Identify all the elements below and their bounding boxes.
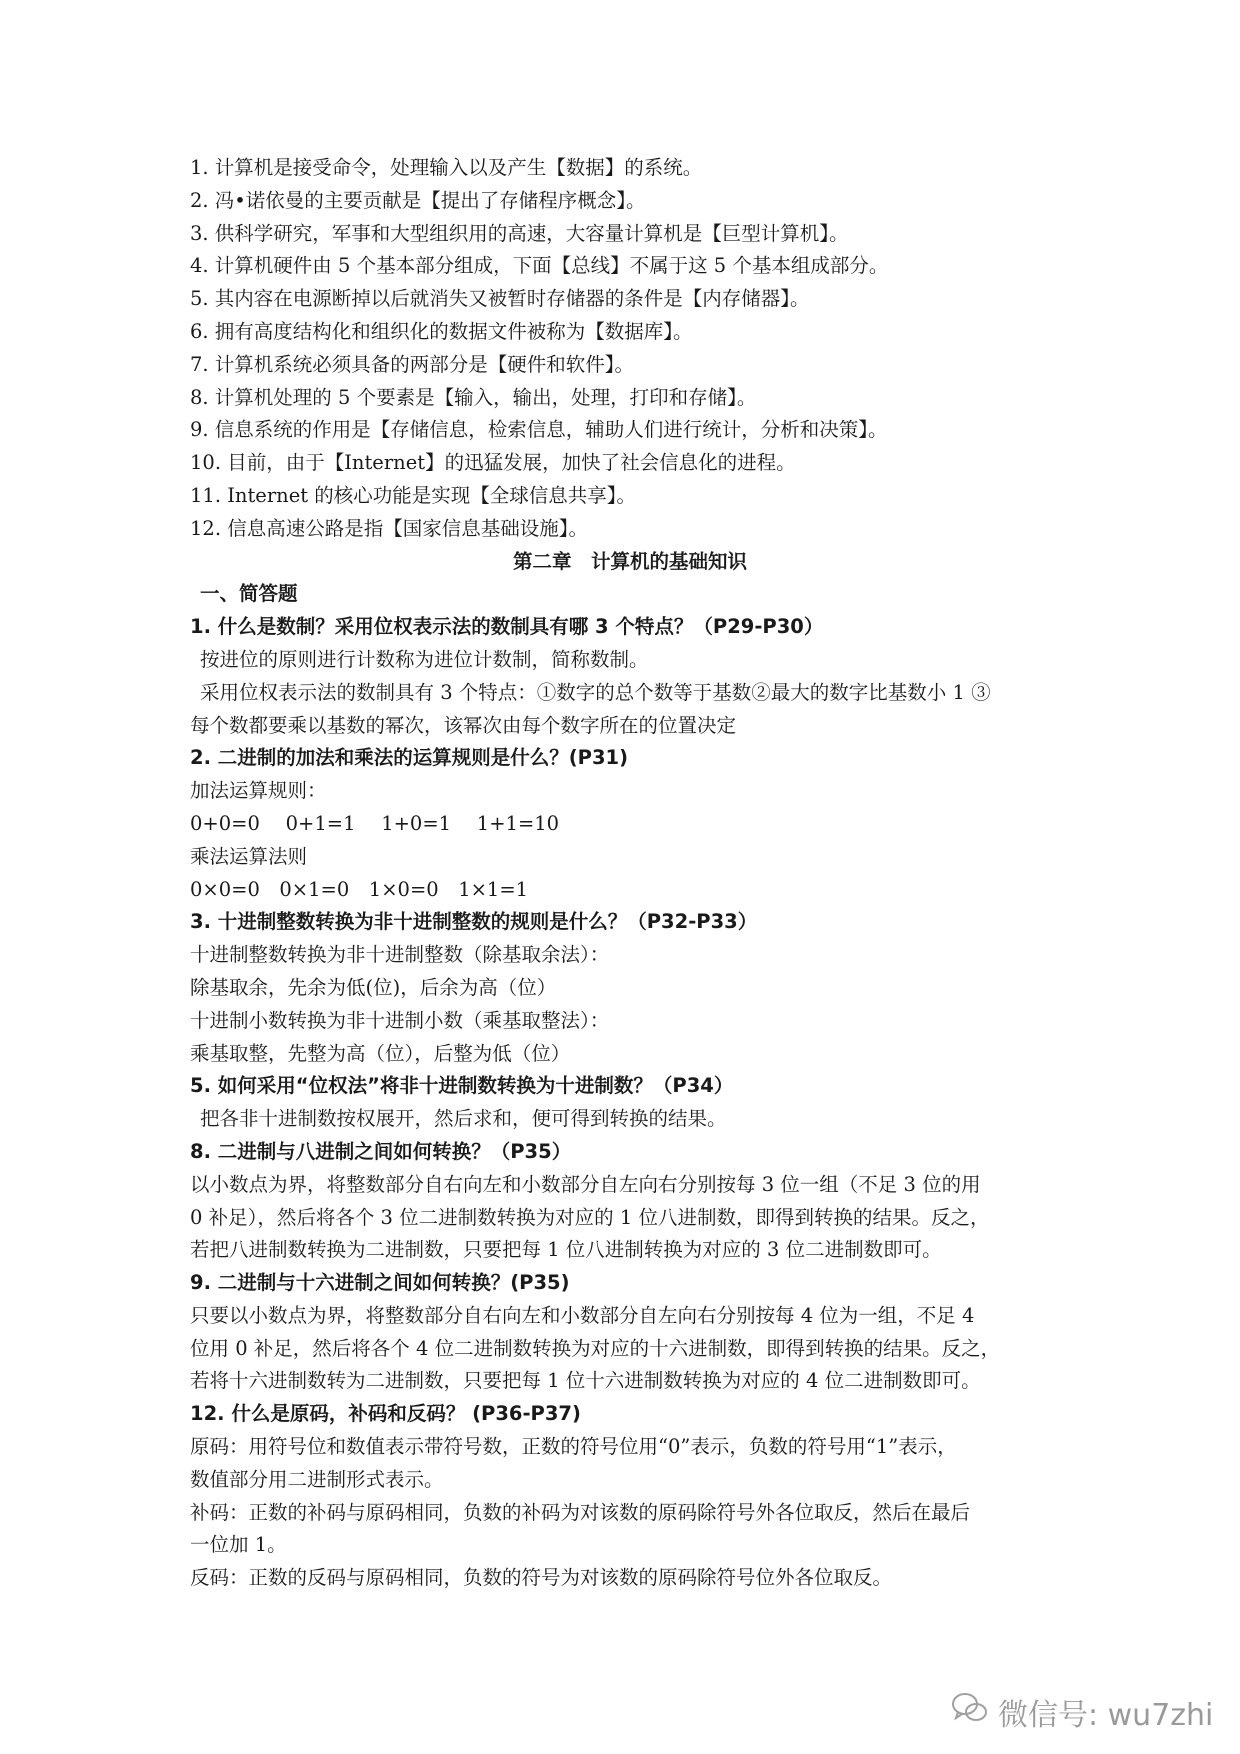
wechat-icon [950, 1690, 990, 1734]
text-line: 乘法运算法则 [190, 844, 308, 868]
question-heading: 9. 二进制与十六进制之间如何转换？(P35) [190, 1271, 570, 1295]
text-line: 十进制小数转换为非十进制小数（乘基取整法）： [190, 1008, 610, 1032]
question-heading: 5. 如何采用“位权法”将非十进制数转换为十进制数？（P34） [190, 1074, 734, 1098]
text-line: 补码：正数的补码与原码相同，负数的补码为对该数的原码除符号外各位取反，然后在最后 [190, 1500, 971, 1524]
text-line: 数值部分用二进制形式表示。 [190, 1467, 444, 1491]
text-line: 反码：正数的反码与原码相同，负数的符号为对该数的原码除符号位外各位取反。 [190, 1566, 893, 1590]
question-heading: 一、简答题 [200, 582, 298, 606]
text-line: 位用 0 补足，然后将各个 4 位二进制数转换为对应的十六进制数，即得到转换的结果。反之， [190, 1336, 1001, 1360]
text-line: 若把八进制数转换为二进制数，只要把每 1 位八进制转换为对应的 3 位二进制数即可。 [190, 1238, 942, 1262]
question-heading: 8. 二进制与八进制之间如何转换？（P35） [190, 1139, 572, 1163]
text-line: 6. 拥有高度结构化和组织化的数据文件被称为【数据库】。 [190, 319, 693, 343]
text-line: 10. 目前，由于【Internet】的迅猛发展，加快了社会信息化的进程。 [190, 451, 796, 475]
text-line: 1. 计算机是接受命令，处理输入以及产生【数据】的系统。 [190, 156, 703, 179]
question-heading: 2. 二进制的加法和乘法的运算规则是什么？(P31) [190, 746, 629, 770]
text-line: 把各非十进制数按权展开，然后求和，便可得到转换的结果。 [200, 1107, 727, 1131]
text-line: 0+0=0 0+1=1 1+0=1 1+1=10 [190, 811, 560, 835]
text-line: 除基取余，先余为低(位)，后余为高（位） [190, 975, 557, 999]
text-line: 按进位的原则进行计数称为进位计数制，简称数制。 [200, 647, 649, 671]
text-line: 原码：用符号位和数值表示带符号数，正数的符号位用“0”表示，负数的符号用“1”表示， [190, 1435, 957, 1459]
text-line: 乘基取整，先整为高（位），后整为低（位） [190, 1041, 571, 1065]
text-line: 以小数点为界，将整数部分自右向左和小数部分自左向右分别按每 3 位一组（不足 3 位的用 [190, 1172, 981, 1196]
text-line: 11. Internet 的核心功能是实现【全球信息共享】。 [190, 483, 637, 507]
text-line: 加法运算规则： [190, 779, 327, 803]
text-line: 4. 计算机硬件由 5 个基本部分组成，下面【总线】不属于这 5 个基本组成部分。 [190, 254, 889, 278]
text-line: 若将十六进制数转为二进制数，只要把每 1 位十六进制数转换为对应的 4 位二进制数即可。 [190, 1369, 981, 1393]
question-heading: 3. 十进制整数转换为非十进制整数的规则是什么？（P32-P33） [190, 910, 758, 934]
question-heading: 12. 什么是原码，补码和反码？ (P36-P37) [190, 1402, 581, 1426]
text-line: 采用位权表示法的数制具有 3 个特点：①数字的总个数等于基数②最大的数字比基数小 1 ③ [200, 680, 991, 704]
text-line: 只要以小数点为界，将整数部分自右向左和小数部分自左向右分别按每 4 位为一组，不足 4 [190, 1303, 975, 1327]
watermark [950, 1690, 1213, 1734]
text-line: 2. 冯•诺依曼的主要贡献是【提出了存储程序概念】。 [190, 188, 646, 212]
text-line: 0×0=0 0×1=0 1×0=0 1×1=1 [190, 877, 529, 901]
watermark-text: 微信号: wu7zhi [998, 1698, 1214, 1733]
document-body [190, 152, 1090, 1595]
text-line: 9. 信息系统的作用是【存储信息，检索信息，辅助人们进行统计，分析和决策】。 [190, 418, 888, 442]
text-line: 一位加 1。 [190, 1533, 287, 1557]
text-line: 0 补足），然后将各个 3 位二进制数转换为对应的 1 位八进制数，即得到转换的结果。反之， [190, 1205, 990, 1229]
text-line: 5. 其内容在电源断掉以后就消失又被暂时存储器的条件是【内存储器】。 [190, 287, 810, 311]
text-line: 8. 计算机处理的 5 个要素是【输入，输出，处理，打印和存储】。 [190, 385, 757, 409]
text-line: 7. 计算机系统必须具备的两部分是【硬件和软件】。 [190, 352, 635, 376]
chapter-title: 第二章 计算机的基础知识 [512, 549, 747, 573]
text-line: 十进制整数转换为非十进制整数（除基取余法）： [190, 943, 610, 967]
text-line: 12. 信息高速公路是指【国家信息基础设施】。 [190, 516, 588, 540]
text-line: 每个数都要乘以基数的幂次，该幂次由每个数字所在的位置决定 [190, 713, 737, 737]
question-heading: 1. 什么是数制？采用位权表示法的数制具有哪 3 个特点？（P29-P30） [190, 615, 824, 639]
text-line: 3. 供科学研究，军事和大型组织用的高速，大容量计算机是【巨型计算机】。 [190, 221, 849, 245]
